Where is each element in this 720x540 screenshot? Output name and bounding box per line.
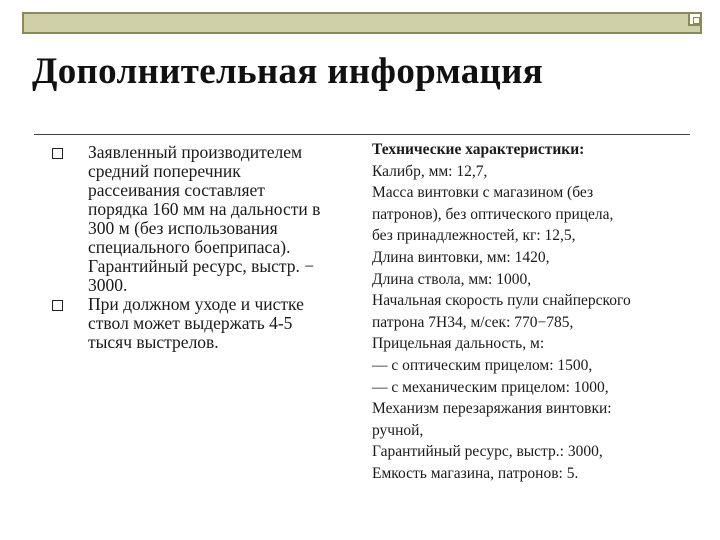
- bullet-line: 300 м (без использования: [88, 218, 278, 238]
- spec-line: Калибр, мм: 12,7,: [372, 162, 488, 180]
- corner-square-icon: [688, 12, 702, 26]
- spec-line: Гарантийный ресурс, выстр.: 3000,: [372, 443, 603, 461]
- spec-line: Масса винтовки с магазином (без: [372, 184, 594, 202]
- bullet-line: порядка 160 мм на дальности в: [88, 199, 321, 219]
- square-bullet-icon: [52, 300, 63, 311]
- bullet-line: При должном уходе и чистке: [88, 294, 304, 314]
- title-divider: [34, 134, 690, 135]
- bullet-line: тысяч выстрелов.: [88, 332, 219, 352]
- spec-line: — с оптическим прицелом: 1500,: [372, 356, 593, 374]
- spec-line: Прицельная дальность, м:: [372, 335, 545, 353]
- spec-line: Емкость магазина, патронов: 5.: [372, 464, 579, 482]
- spec-line: Механизм перезаряжания винтовки:: [372, 400, 612, 418]
- specs-heading: Технические характеристики:: [372, 141, 585, 158]
- spec-line: патронов), без оптического прицела,: [372, 205, 614, 223]
- bullet-line: ствол может выдержать 4-5: [88, 313, 293, 333]
- spec-line: ручной,: [372, 421, 424, 439]
- bullet-item: [52, 295, 357, 352]
- spec-line: патрона 7Н34, м/сек: 770−785,: [372, 313, 574, 331]
- spec-line: Длина ствола, мм: 1000,: [372, 270, 532, 288]
- bullet-line: Заявленный производителем: [88, 142, 303, 162]
- square-bullet-icon: [52, 148, 63, 159]
- bullet-line: рассеивания составляет: [88, 180, 265, 200]
- bullet-line: специального боеприпаса).: [88, 237, 291, 257]
- slide-title: Дополнительная информация: [32, 51, 544, 92]
- specs-block: [372, 139, 706, 485]
- bullet-line: Гарантийный ресурс, выстр. −: [88, 256, 315, 276]
- left-bullet-list: [52, 143, 357, 352]
- spec-line: — с механическим прицелом: 1000,: [372, 378, 609, 396]
- bullet-line: 3000.: [88, 275, 128, 295]
- spec-line: Начальная скорость пули снайперского: [372, 292, 631, 310]
- spec-line: без принадлежностей, кг: 12,5,: [372, 227, 576, 245]
- spec-line: Длина винтовки, мм: 1420,: [372, 248, 550, 266]
- bullet-line: средний поперечник: [88, 161, 241, 181]
- bullet-item: [52, 143, 357, 295]
- top-decorative-bar: [22, 12, 702, 34]
